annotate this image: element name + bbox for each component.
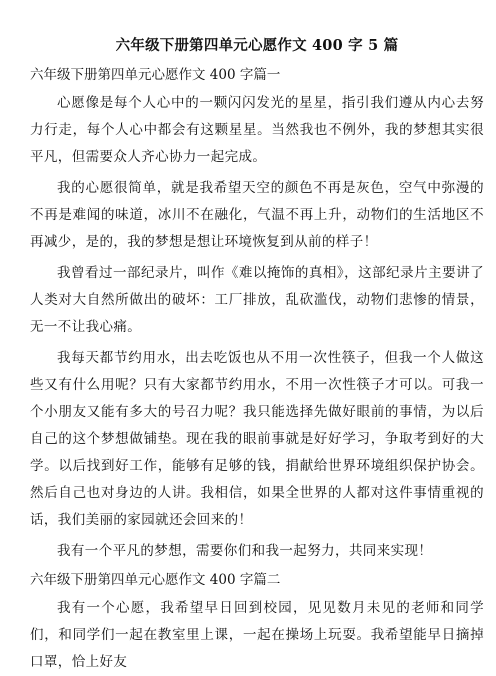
document-title: 六年级下册第四单元心愿作文 400 字 5 篇: [115, 37, 399, 54]
paragraph: 我有一个平凡的梦想，需要你们和我一起努力，共同来实现！: [57, 543, 433, 559]
section-heading: 六年级下册第四单元心愿作文 400 字篇二: [30, 572, 281, 588]
section-2: [30, 569, 484, 676]
paragraph: 我曾看过一部纪录片，叫作《难以掩饰的真相》，这部纪录片主要讲了人类对大自然所做出的破坏：工厂排放，乱砍滥伐，动物们悲惨的情景，无一不让我心痛。: [30, 265, 484, 335]
paragraph: 我每天都节约用水，出去吃饭也从不用一次性筷子，但我一个人做这些又有什么用呢？只有大家都节约用水，不用一次性筷子才可以。可我一个小朋友又能有多大的号召力呢？我只能选择先做好眼前的事情，为以后自己的这个梦想做铺垫。现在我的眼前事就是好好学习，争取考到好的大学。以后找到好工作，能够有足够的钱，捐献给世界环境组织保护协会。然后自己也对身边的人讲。我相信，如果全世界的人都对这件事情重视的话，我们美丽的家园就还会回来的！: [30, 350, 484, 528]
paragraph: 我有一个心愿，我希望早日回到校园，见见数月未见的老师和同学们，和同学们一起在教室里上课，一起在操场上玩耍。我希望能早日摘掉口罩，恰上好友: [30, 600, 484, 670]
section-1: [30, 64, 484, 565]
paragraph: 心愿像是每个人心中的一颗闪闪发光的星星，指引我们遵从内心去努力行走，每个人心中都会有这颗星星。当然我也不例外，我的梦想其实很平凡，但需要众人齐心协力一起完成。: [30, 95, 484, 165]
section-heading: 六年级下册第四单元心愿作文 400 字篇一: [30, 67, 281, 83]
paragraph: 我的心愿很简单，就是我希望天空的颜色不再是灰色，空气中弥漫的不再是难闻的味道，冰川不在融化，气温不再上升，动物们的生活地区不再减少，是的，我的梦想是想让环境恢复到从前的样子！: [30, 180, 484, 250]
